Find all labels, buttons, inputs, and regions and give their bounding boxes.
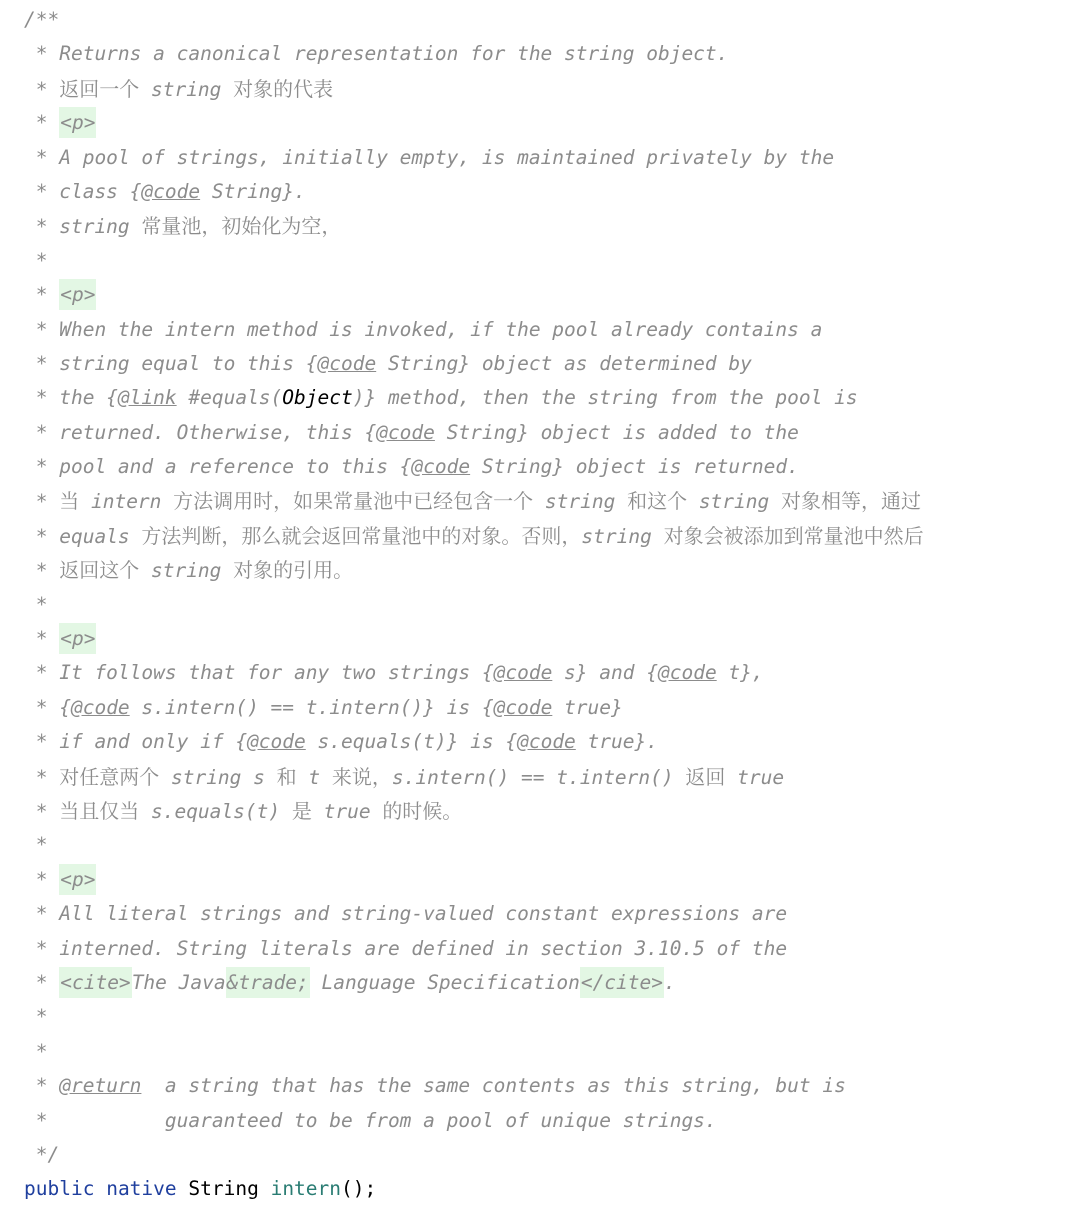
method-name: intern [270,1177,342,1201]
comment-text: * [24,627,60,651]
comment-text: * [24,111,60,135]
comment-text: * When the intern method is invoked, if the pool already contains a [24,317,823,341]
comment-chinese-text: 返回一个 [59,76,140,101]
keyword: public [24,1177,95,1201]
comment-text: * [24,799,60,823]
code-line [24,313,1080,347]
comment-text: string [581,524,664,548]
comment-text: * [24,1039,48,1063]
comment-chinese-text: 对任意两个 [59,764,160,789]
comment-text: * [24,283,60,307]
code-line [24,3,1080,37]
code-line [24,1035,1080,1069]
javadoc-tag: @code [517,730,576,754]
code-line [24,141,1080,175]
comment-text: * pool and a reference to this { [24,455,412,479]
comment-chinese-text: 返回 [685,764,726,789]
comment-text: * string equal to this { [24,351,318,375]
comment-text: . [664,970,676,994]
html-tag: <p> [59,864,96,895]
comment-text: * [24,490,60,514]
code-line [24,72,1080,106]
code-line [24,1069,1080,1103]
comment-text: string s [159,765,277,789]
comment-text: * A pool of strings, initially empty, is maintained privately by the [24,145,835,169]
comment-text: * interned. String literals are defined in section 3.10.5 of the [24,936,788,960]
comment-text: t}, [716,661,764,685]
comment-text: * [24,1005,48,1029]
comment-chinese-text: 来说， [331,764,392,789]
comment-text: * guaranteed to be from a pool of unique strings. [24,1108,717,1132]
html-tag: <cite> [59,967,131,998]
comment-text: /** [24,8,60,31]
comment-text: * string [24,215,142,239]
comment-chinese-text: 方法调用时，如果常量池中已经包含一个 [173,489,534,514]
comment-text: * [24,248,48,272]
comment-chinese-text: 和这个 [627,489,688,514]
code-line [24,828,1080,862]
code-line [24,416,1080,450]
code-line [24,725,1080,759]
html-tag: &trade; [226,967,310,998]
comment-text: #equals( [176,386,283,410]
comment-text: t [296,765,332,789]
html-tag: <p> [59,279,96,310]
comment-chinese-text: 当 [59,489,80,514]
javadoc-tag: @code [493,695,553,719]
html-tag: <p> [59,623,96,654]
comment-text: * [24,1074,60,1098]
comment-chinese-text: 对象的引用。 [233,558,354,583]
code-line [24,588,1080,622]
code-area [24,3,1080,1207]
comment-chinese-text: 对象会被添加到常量池中然后 [663,523,924,548]
code-line [24,622,1080,656]
code-line [24,1000,1080,1034]
comment-text: true [311,799,383,823]
comment-chinese-text: 方法判断，那么就会返回常量池中的对象。否则， [141,523,582,548]
code-text [94,1177,106,1200]
code-line [24,1104,1080,1138]
comment-text: * [24,970,60,994]
comment-text: String} object is added to the [434,420,799,444]
comment-text: * if and only if { [24,730,248,754]
code-line [24,175,1080,209]
comment-text: s.equals(t) [139,799,292,823]
comment-chinese-text: 和 [276,764,297,789]
comment-text: * It follows that for any two strings { [24,661,494,685]
code-line [24,863,1080,897]
comment-text: * [24,77,60,101]
comment-text: string [687,490,781,514]
comment-chinese-text: 是 [291,798,312,823]
javadoc-tag: @return [59,1074,142,1098]
code-line [24,966,1080,1000]
comment-text: * [24,867,60,891]
comment-text: * All literal strings and string-valued constant expressions are [24,902,788,926]
comment-text: true [725,765,785,789]
code-line [24,37,1080,71]
class-reference: Object [282,386,353,410]
comment-text: String}. [200,179,306,203]
javadoc-tag: @code [317,351,377,375]
comment-chinese-text: 对象相等，通过 [781,489,921,514]
code-line [24,1172,1080,1206]
code-line [24,381,1080,415]
comment-text: String} object as determined by [376,351,752,375]
code-line [24,278,1080,312]
comment-chinese-text: 返回这个 [59,558,140,583]
comment-text: * { [24,695,71,719]
comment-chinese-text: 对象的代表 [233,76,334,101]
comment-text: */ [24,1142,60,1166]
comment-text: s} and { [552,661,658,685]
comment-text: * [24,833,48,857]
code-line [24,794,1080,828]
comment-text: * Returns a canonical representation for the string object. [24,42,729,66]
comment-text: * [24,765,60,789]
code-line [24,244,1080,278]
javadoc-tag: @code [411,455,471,479]
code-line [24,932,1080,966]
comment-text: string [533,490,628,514]
javadoc-tag: @code [247,730,306,754]
comment-text: string [139,559,234,583]
comment-chinese-text: 常量池，初始化为空， [141,214,342,239]
comment-text: s.equals(t)} is { [305,730,518,754]
javadoc-tag: @code [657,661,717,685]
comment-text: Language Specification [309,970,580,994]
html-tag: <p> [59,107,96,138]
comment-chinese-text: 当且仅当 [59,798,140,823]
comment-text: * the { [24,386,118,410]
comment-text: * [24,592,48,616]
javadoc-tag: @code [493,661,553,685]
comment-text: )} method, then the string from the pool is [352,386,858,410]
comment-text: s.intern() == t.intern() [391,765,686,789]
comment-text: * class { [24,179,142,203]
javadoc-tag: @link [117,386,177,410]
comment-chinese-text: 的时候。 [382,798,463,823]
code-text: String [176,1177,271,1201]
code-line [24,897,1080,931]
code-line [24,484,1080,518]
keyword: native [106,1177,177,1201]
javadoc-tag: @code [376,420,435,444]
code-line [24,347,1080,381]
javadoc-tag: @code [70,695,130,719]
code-line [24,1138,1080,1172]
code-text: (); [341,1177,377,1201]
comment-text: string [139,77,234,101]
code-line [24,519,1080,553]
code-line [24,656,1080,690]
comment-text: * returned. Otherwise, this { [24,420,377,444]
comment-text: s.intern() == t.intern()} is { [129,695,494,719]
comment-text: * equals [24,524,142,548]
code-line [24,450,1080,484]
code-line [24,760,1080,794]
comment-text: intern [79,490,174,514]
code-line [24,106,1080,140]
code-line [24,553,1080,587]
code-line [24,691,1080,725]
comment-text: The Java [131,970,226,994]
javadoc-tag: @code [141,179,201,203]
code-line [24,209,1080,243]
comment-text: true}. [575,730,658,754]
comment-text: * [24,559,60,583]
comment-text: String} object is returned. [470,455,799,479]
comment-text: true} [552,695,623,719]
comment-text: a string that has the same contents as this string, but is [141,1074,846,1098]
html-tag: </cite> [580,967,664,998]
